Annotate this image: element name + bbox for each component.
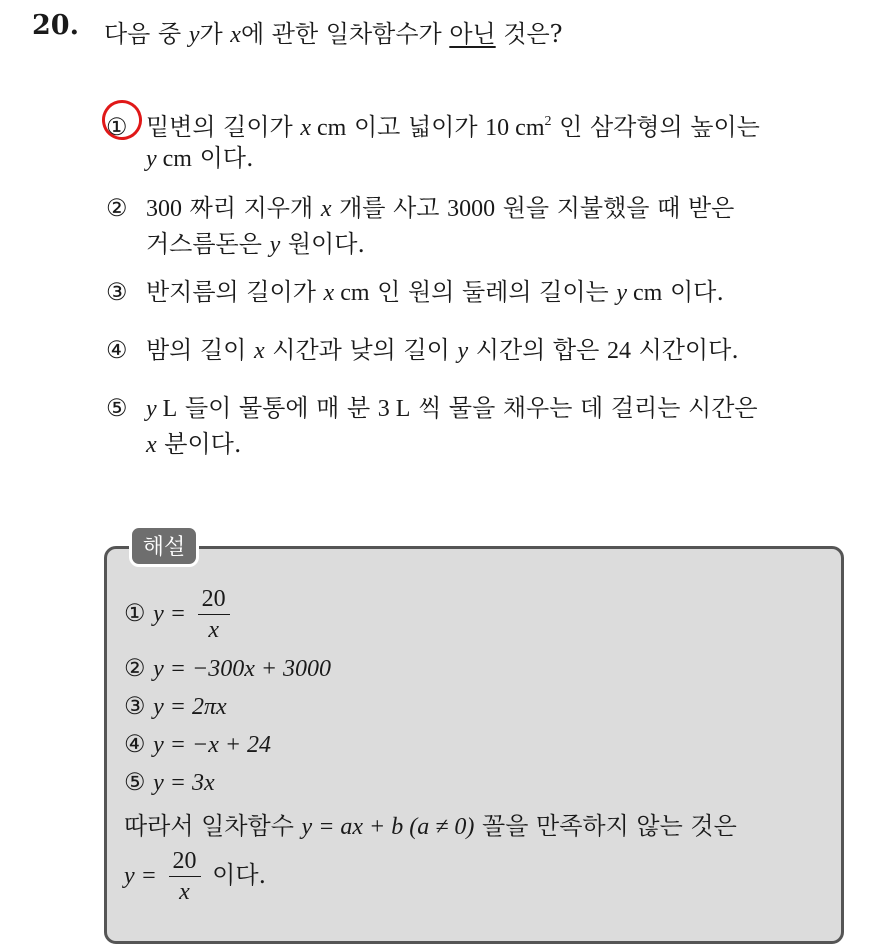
- fraction-numerator: 20: [198, 584, 230, 615]
- option-1[interactable]: [106, 104, 760, 172]
- solution-line-3: [124, 692, 227, 721]
- var-x: x: [320, 196, 332, 222]
- option-5-line-2: [146, 426, 241, 463]
- option-2-line-2: [146, 226, 365, 263]
- var-y: y: [188, 22, 200, 48]
- unit: cm: [509, 115, 545, 141]
- solution-label: 해설: [129, 525, 199, 567]
- opt-text: 반지름의 길이가: [146, 278, 324, 306]
- equation: y = −x + 24: [153, 732, 272, 758]
- opt-text: 원이다.: [280, 230, 366, 258]
- var-x: x: [230, 22, 241, 48]
- solution-line-4: [124, 730, 271, 759]
- equation: y = 2πx: [153, 694, 227, 720]
- equation: y = −300x + 3000: [153, 656, 332, 682]
- option-marker: ①: [124, 599, 146, 627]
- q-text-part: 다음 중: [104, 20, 189, 48]
- var-y: y: [616, 280, 627, 306]
- option-marker: ⑤: [124, 768, 146, 796]
- var-x: x: [146, 432, 157, 458]
- opt-text: 인 삼각형의 높이는: [551, 113, 760, 141]
- option-marker: ③: [106, 278, 128, 306]
- unit: cm: [627, 280, 663, 306]
- q-text-part: 것은?: [495, 20, 563, 48]
- opt-text: 짜리 지우개: [182, 194, 321, 222]
- equation: y = 3x: [153, 770, 215, 796]
- opt-text: 개를 사고: [331, 194, 448, 222]
- fraction-denominator: x: [179, 879, 190, 905]
- option-marker: ④: [106, 336, 128, 364]
- opt-text: 시간과 낮의 길이: [264, 336, 458, 364]
- opt-text: 밤의 길이: [146, 336, 254, 364]
- option-2[interactable]: [106, 190, 735, 258]
- opt-text: 거스름돈은: [146, 230, 270, 258]
- option-5[interactable]: [106, 390, 758, 458]
- solution-line-2: [124, 654, 331, 683]
- option-marker: ⑤: [106, 394, 128, 422]
- option-3[interactable]: [106, 274, 724, 311]
- solution-final: [124, 846, 266, 907]
- fraction-numerator: 20: [169, 846, 201, 877]
- option-1-line-2: [146, 140, 254, 177]
- number: 10: [485, 115, 510, 141]
- solution-conclusion: [124, 806, 737, 841]
- equation: y = ax + b (a ≠ 0): [301, 814, 475, 840]
- opt-text: 분이다.: [156, 430, 242, 458]
- solution-line-1: [124, 584, 234, 645]
- fraction: [198, 584, 230, 645]
- var-y: y: [457, 338, 469, 364]
- question-text: [104, 14, 563, 49]
- unit: cm: [156, 146, 192, 172]
- opt-text: 밑변의 길이가: [146, 113, 301, 141]
- var-y: y: [146, 146, 157, 172]
- option-4[interactable]: [106, 332, 739, 369]
- number: 300: [146, 196, 182, 222]
- equation-lhs: y =: [153, 601, 187, 627]
- fraction: [169, 846, 201, 907]
- var-x: x: [300, 115, 312, 141]
- opt-text: 이다.: [191, 144, 254, 172]
- equation-lhs: y =: [124, 863, 157, 889]
- opt-text: 시간이다.: [630, 336, 739, 364]
- var-x: x: [254, 338, 265, 364]
- unit: cm: [334, 280, 370, 306]
- opt-text: 씩 물을 채우는 데 걸리는 시간은: [410, 394, 758, 422]
- opt-text: 원을 지불했을 때 받은: [495, 194, 735, 222]
- underlined-word: 아닌: [449, 20, 496, 48]
- sol-text: 따라서 일차함수: [124, 812, 302, 840]
- sol-text: 이다.: [204, 861, 267, 889]
- option-marker: ②: [124, 654, 146, 682]
- var-x: x: [323, 280, 335, 306]
- number: 24: [606, 338, 631, 364]
- option-marker: ②: [106, 194, 128, 222]
- opt-text: 이고 넓이가: [346, 113, 486, 141]
- option-marker: ④: [124, 730, 146, 758]
- number: 3: [377, 396, 390, 422]
- solution-line-5: [124, 768, 215, 797]
- question-number: 20.: [32, 10, 79, 41]
- q-text-part: 가: [199, 20, 231, 48]
- exponent: 2: [544, 114, 552, 129]
- opt-text: 시간의 합은: [468, 336, 607, 364]
- fraction-denominator: x: [208, 617, 219, 643]
- opt-text: 인 원의 둘레의 길이는: [369, 278, 617, 306]
- opt-text: 이다.: [662, 278, 724, 306]
- option-marker: ③: [124, 692, 146, 720]
- opt-text: 들이 물통에 매 분: [177, 394, 378, 422]
- sol-text: 꼴을 만족하지 않는 것은: [474, 812, 737, 840]
- unit: cm: [311, 115, 347, 141]
- number: 3000: [447, 196, 496, 222]
- unit: L: [156, 396, 178, 422]
- unit: L: [389, 396, 411, 422]
- q-text-part: 에 관한 일차함수가: [240, 20, 450, 48]
- var-y: y: [146, 396, 157, 422]
- var-y: y: [269, 232, 281, 258]
- option-marker: ①: [106, 113, 128, 141]
